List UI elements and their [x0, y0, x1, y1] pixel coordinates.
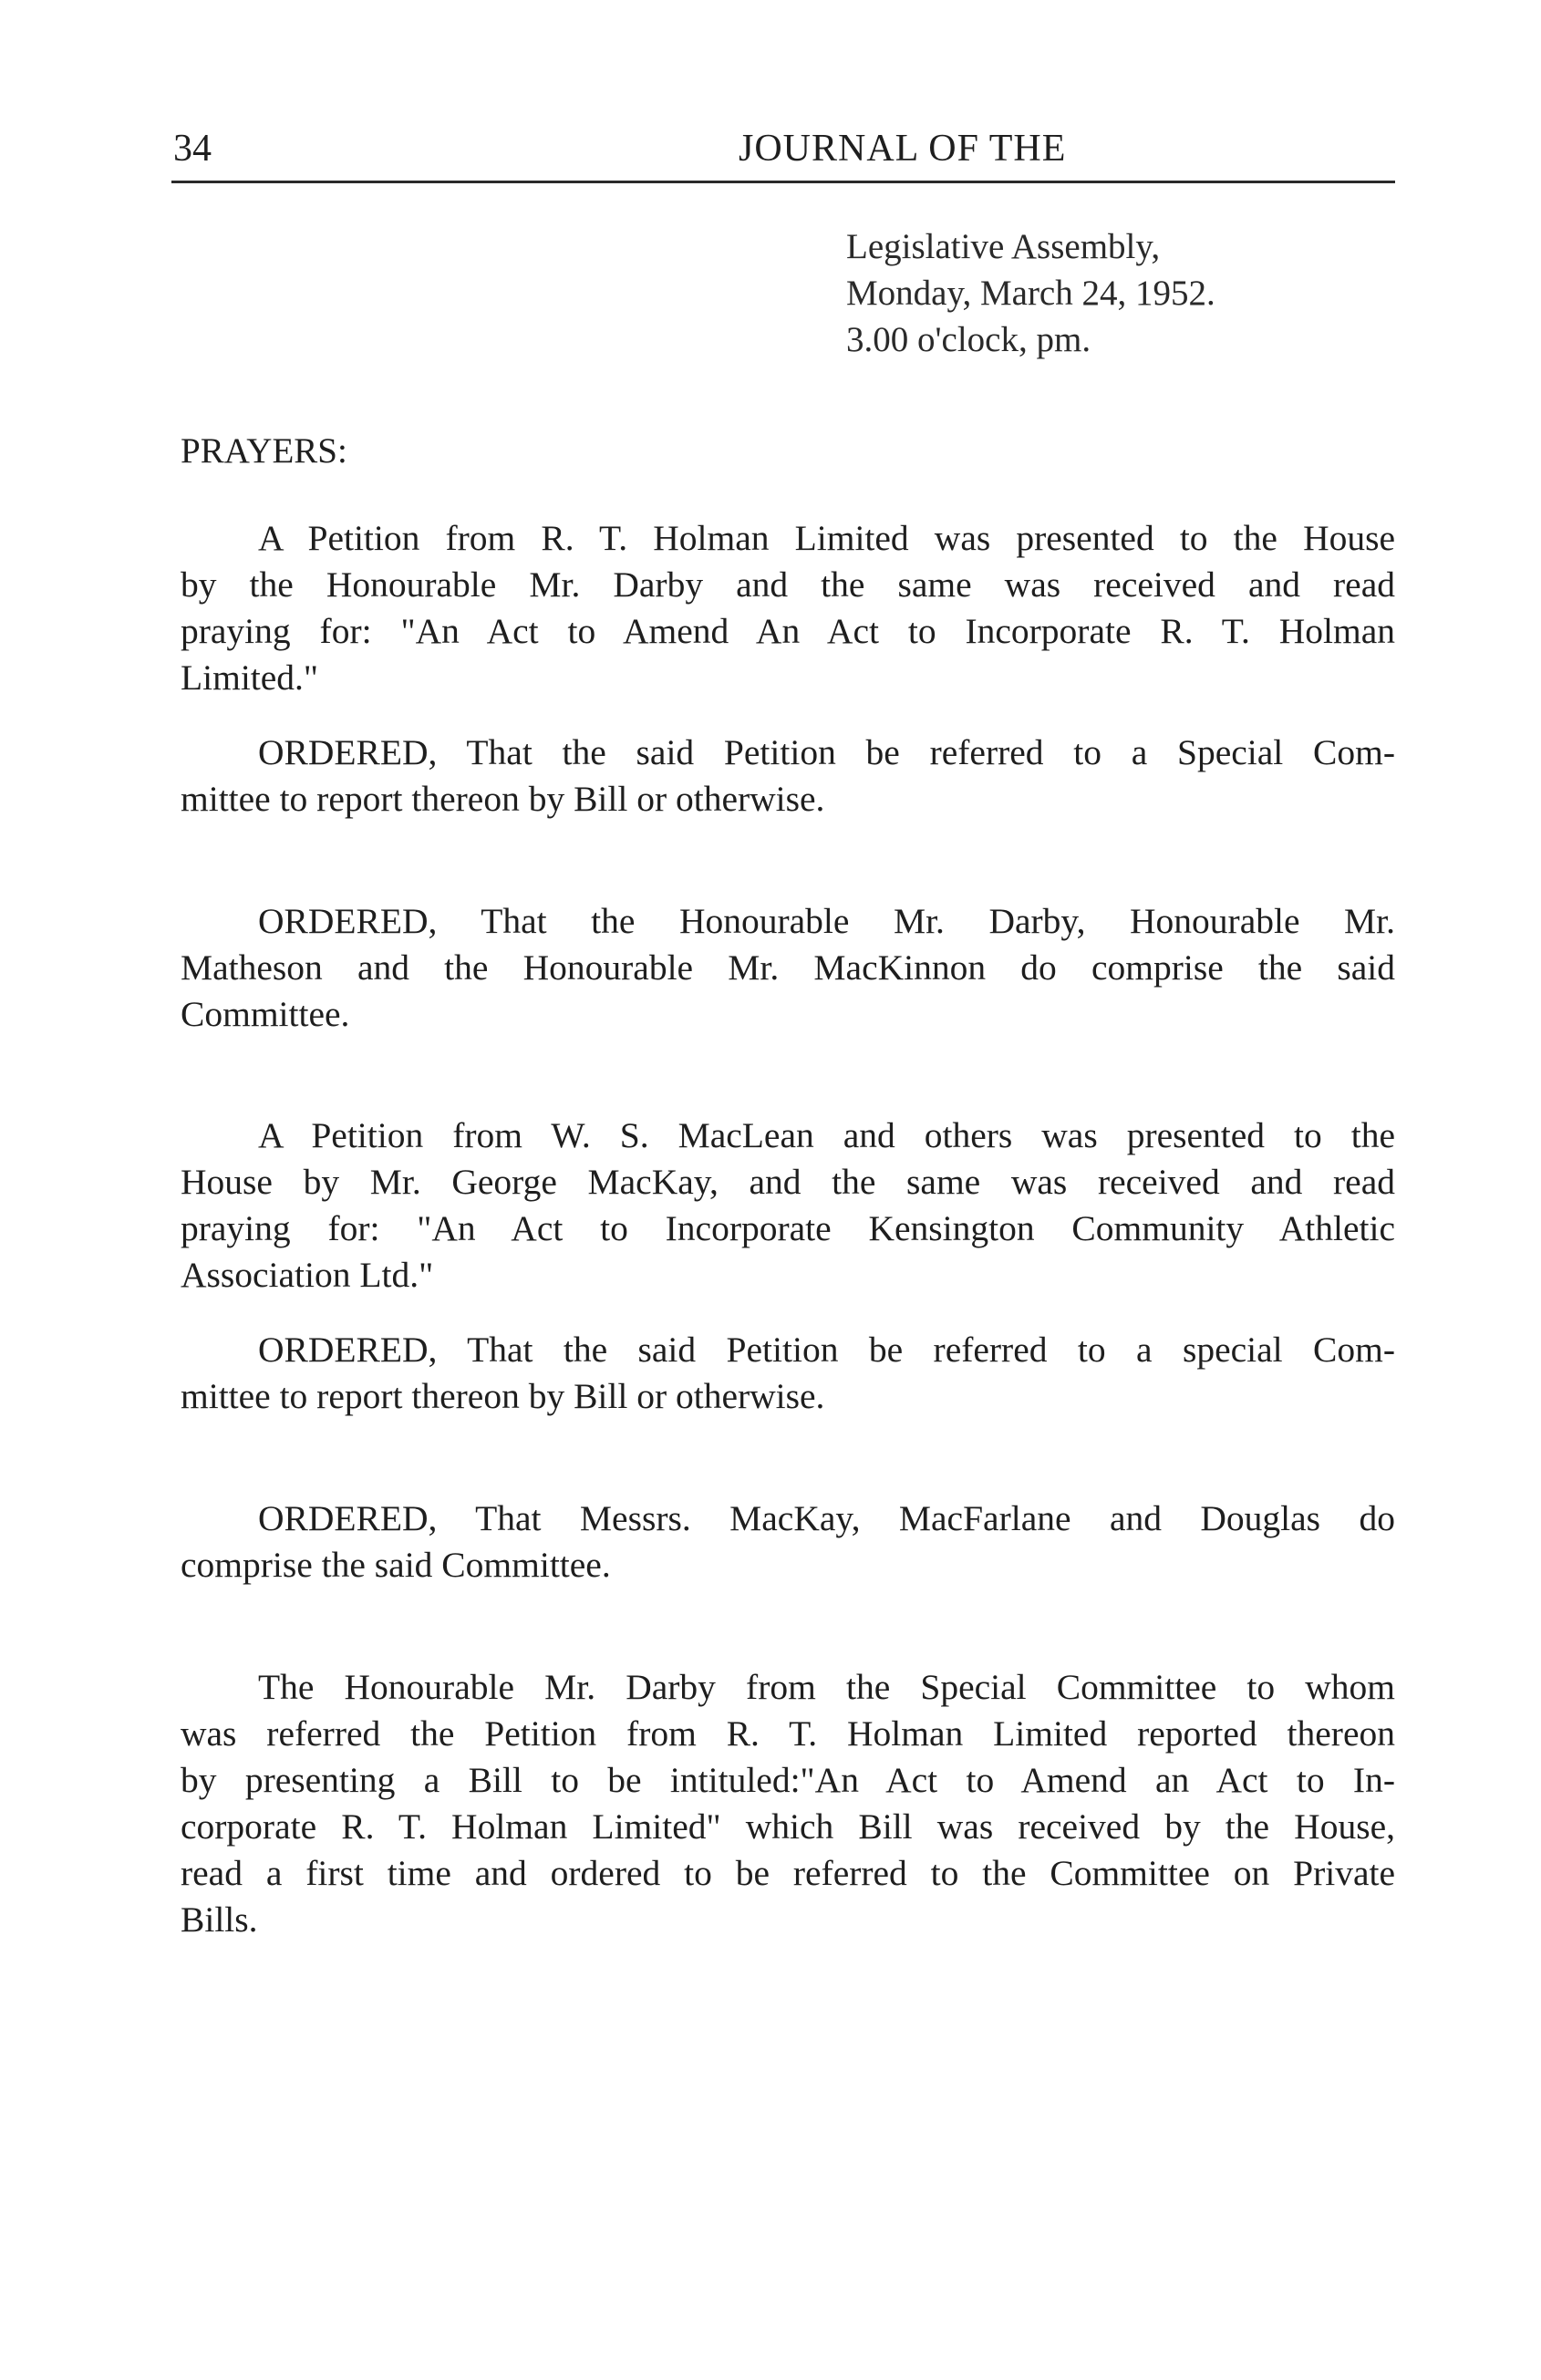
- dateline-date: Monday, March 24, 1952.: [846, 274, 1215, 313]
- paragraph-line: mittee to report thereon by Bill or otherwise.: [181, 779, 825, 819]
- dateline-assembly: Legislative Assembly,: [846, 227, 1161, 266]
- journal-paragraph: [181, 730, 1395, 823]
- sitting-dateline: [846, 223, 1375, 363]
- page-number: 34: [173, 128, 212, 170]
- paragraph-line: read a first time and ordered to be referred to the Committee on Private: [181, 1853, 1395, 1893]
- paragraph-line: ORDERED, That the said Petition be referred to a Special Com-: [258, 732, 1395, 772]
- paragraph-line: praying for: "An Act to Amend An Act to Incorporate R. T. Holman: [181, 611, 1395, 651]
- paragraph-line: praying for: "An Act to Incorporate Kensington Community Athletic: [181, 1208, 1395, 1248]
- journal-paragraph: [181, 1664, 1395, 1943]
- paragraph-line: by presenting a Bill to be intituled:"An Act to Amend an Act to In-: [181, 1760, 1395, 1800]
- paragraph-line: ORDERED, That Messrs. MacKay, MacFarlane and Douglas do: [258, 1498, 1395, 1538]
- journal-paragraph: [181, 1327, 1395, 1420]
- page-header: [173, 126, 1395, 179]
- paragraph-line: Committee.: [181, 994, 350, 1034]
- paragraph-line: The Honourable Mr. Darby from the Special Committee to whom: [258, 1667, 1395, 1707]
- paragraph-line: Limited.": [181, 657, 319, 698]
- prayers-heading: PRAYERS:: [181, 431, 347, 471]
- paragraph-line: A Petition from R. T. Holman Limited was presented to the House: [258, 518, 1395, 558]
- paragraph-line: ORDERED, That the said Petition be referred to a special Com-: [258, 1330, 1395, 1370]
- dateline-time: 3.00 o'clock, pm.: [846, 320, 1091, 359]
- journal-paragraph: [181, 515, 1395, 701]
- journal-paragraph: [181, 1495, 1395, 1588]
- paragraph-line: corporate R. T. Holman Limited" which Bill was received by the House,: [181, 1806, 1395, 1847]
- paragraph-line: was referred the Petition from R. T. Holman Limited reported thereon: [181, 1713, 1395, 1754]
- paragraph-line: Bills.: [181, 1899, 258, 1940]
- paragraph-line: Association Ltd.": [181, 1255, 434, 1295]
- running-head: JOURNAL OF THE: [739, 128, 1067, 170]
- paragraph-line: House by Mr. George MacKay, and the same was received and read: [181, 1162, 1395, 1202]
- paragraph-line: mittee to report thereon by Bill or otherwise.: [181, 1376, 825, 1416]
- paragraph-line: Matheson and the Honourable Mr. MacKinnon do comprise the said: [181, 947, 1395, 988]
- journal-paragraph: [181, 1112, 1395, 1299]
- paragraph-line: A Petition from W. S. MacLean and others was presented to the: [258, 1115, 1395, 1155]
- paragraph-line: by the Honourable Mr. Darby and the same was received and read: [181, 564, 1395, 605]
- paragraph-line: comprise the said Committee.: [181, 1545, 611, 1585]
- paragraph-line: ORDERED, That the Honourable Mr. Darby, Honourable Mr.: [258, 901, 1395, 941]
- header-rule: [171, 181, 1395, 183]
- journal-paragraph: [181, 898, 1395, 1038]
